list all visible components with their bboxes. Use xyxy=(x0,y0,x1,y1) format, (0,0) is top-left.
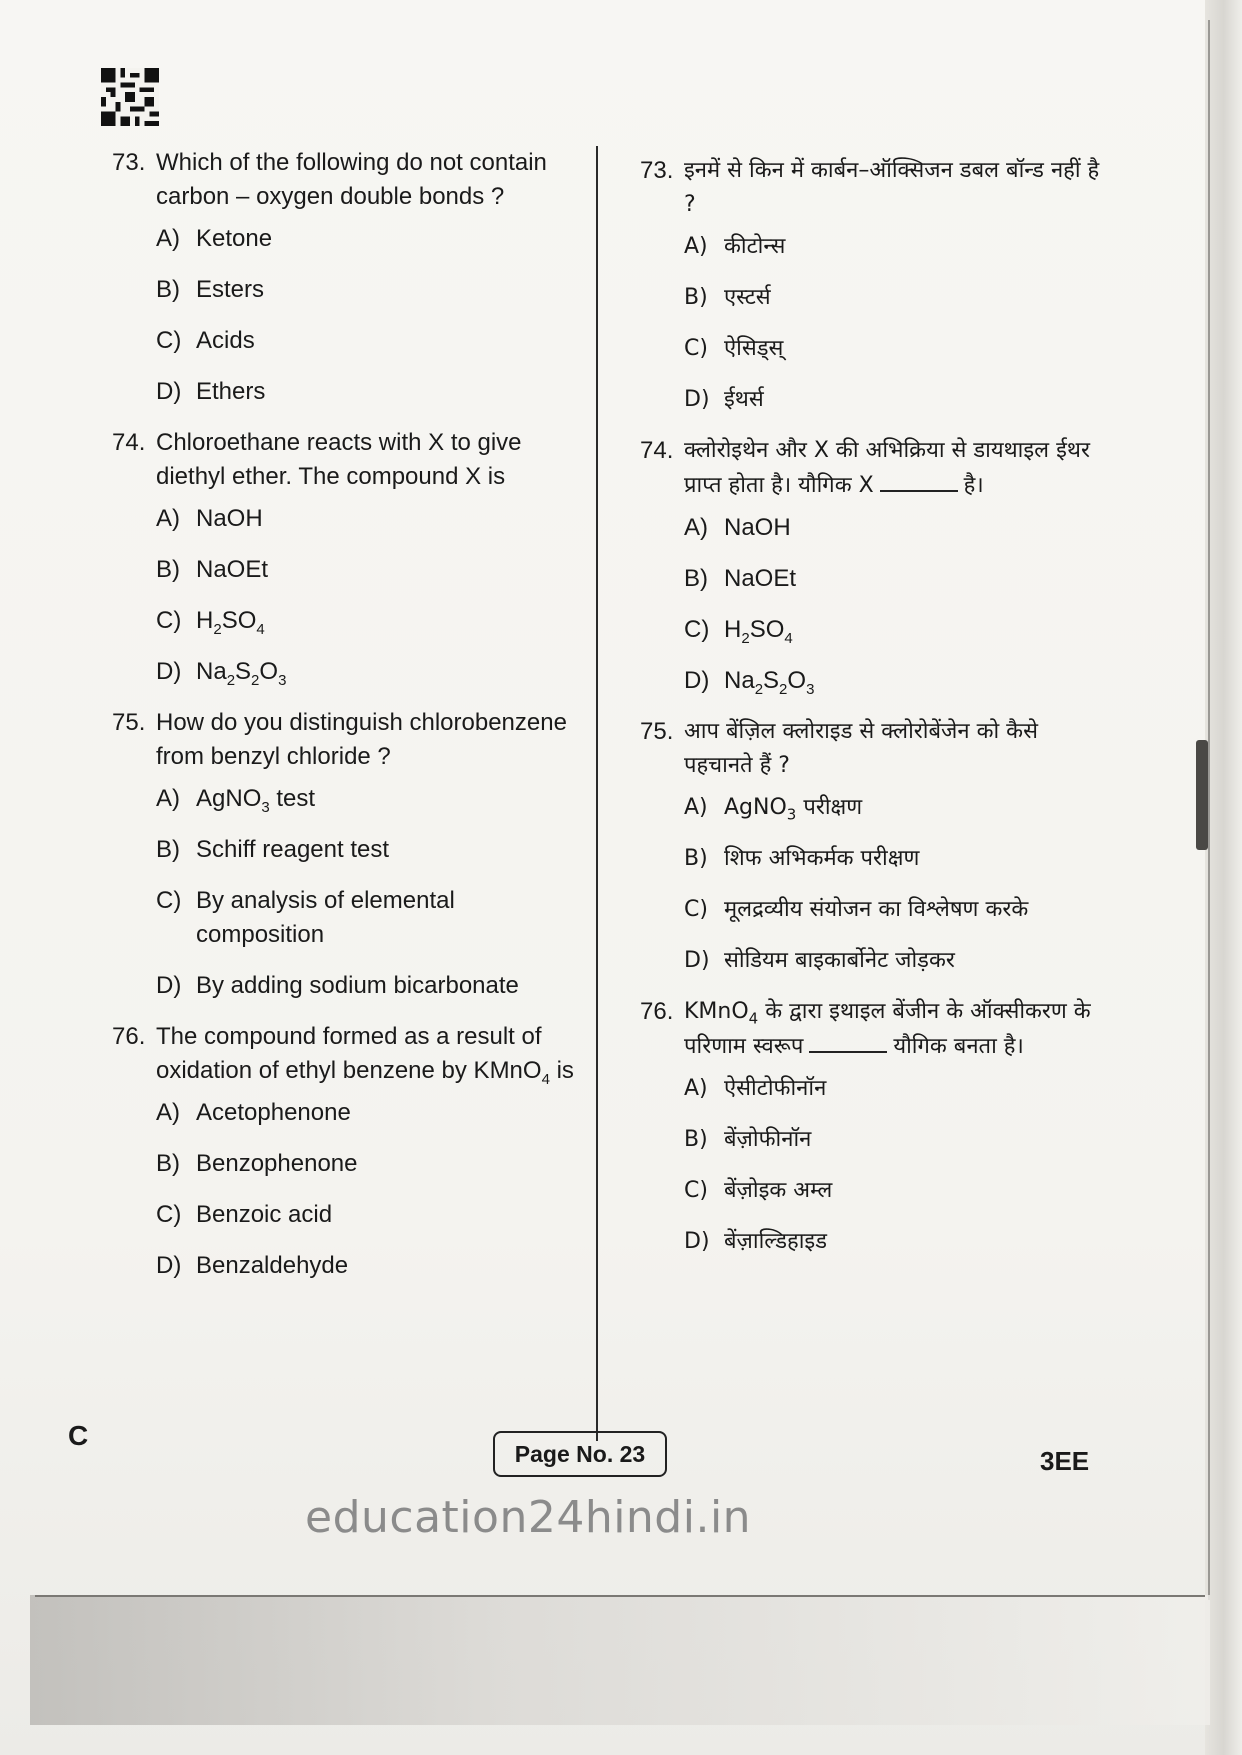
english-column xyxy=(112,146,582,1300)
option-text: ऐसीटोफीनॉन xyxy=(724,1076,827,1101)
option-label: C) xyxy=(684,336,708,361)
option-a[interactable] xyxy=(684,1072,1110,1106)
option-c[interactable] xyxy=(684,893,1110,927)
option-label: B) xyxy=(684,285,708,310)
option-label: D) xyxy=(156,1252,182,1279)
options-list xyxy=(684,791,1110,978)
option-label: C) xyxy=(156,887,182,914)
option-text: मूलद्रव्यीय संयोजन का विश्लेषण करके xyxy=(724,897,1029,922)
page-number: Page No. 23 xyxy=(493,1431,667,1477)
option-a[interactable] xyxy=(156,502,582,536)
option-b[interactable] xyxy=(684,842,1110,876)
option-label: D) xyxy=(156,658,182,685)
option-a[interactable] xyxy=(156,1096,582,1130)
options-list xyxy=(156,222,582,409)
booklet-code: 3EE xyxy=(1040,1446,1090,1476)
option-text: By analysis of elemental composition xyxy=(196,887,455,948)
option-label: B) xyxy=(684,1127,708,1152)
page-edge xyxy=(1205,0,1242,1755)
question-text: आप बेंज़िल क्लोराइड से क्लोरोबेंजेन को कैसे पहचानते हैं ? xyxy=(684,719,1038,778)
option-d[interactable] xyxy=(684,664,1110,698)
scan-edge-line xyxy=(35,1595,1205,1597)
question-text: How do you distinguish chlorobenzene from benzyl chloride ? xyxy=(156,709,567,770)
option-text: सोडियम बाइकार्बोनेट जोड़कर xyxy=(724,948,955,973)
question-text: Which of the following do not contain carbon – oxygen double bonds ? xyxy=(156,149,547,210)
options-list xyxy=(156,502,582,689)
option-text: बेंज़ोफीनॉन xyxy=(724,1127,812,1152)
option-label: A) xyxy=(684,1076,708,1101)
option-label: D) xyxy=(684,667,710,694)
question-text: The compound formed as a result of oxidation of ethyl benzene by KMnO$_4$ is xyxy=(156,1023,574,1088)
question-number: 73. xyxy=(640,157,674,184)
option-text: Ketone xyxy=(196,225,273,252)
option-text: Benzaldehyde xyxy=(196,1252,349,1279)
option-d[interactable] xyxy=(156,1249,582,1283)
option-label: C) xyxy=(684,616,710,643)
option-label: D) xyxy=(156,378,182,405)
options-list xyxy=(156,782,582,1003)
option-c[interactable] xyxy=(684,613,1110,647)
hindi-column xyxy=(640,154,1110,1276)
option-label: A) xyxy=(156,505,180,532)
option-text: NaOH xyxy=(196,505,263,532)
question-number: 73. xyxy=(112,149,146,176)
option-label: C) xyxy=(156,1201,182,1228)
option-text: Ethers xyxy=(196,378,266,405)
column-divider xyxy=(596,146,598,1441)
question-76-hi xyxy=(640,995,1110,1259)
option-label: B) xyxy=(684,846,708,871)
question-number: 75. xyxy=(640,718,674,745)
option-text: By adding sodium bicarbonate xyxy=(196,972,519,999)
qr-code-icon xyxy=(100,68,160,126)
question-text: क्लोरोइथेन और X की अभिक्रिया से डायथाइल ईथर प्राप्त होता है। यौगिक X है। xyxy=(684,438,1090,498)
option-label: A) xyxy=(684,795,708,820)
option-b[interactable] xyxy=(684,562,1110,596)
option-label: B) xyxy=(156,836,180,863)
option-label: A) xyxy=(156,785,180,812)
question-74-hi xyxy=(640,434,1110,698)
option-b[interactable] xyxy=(684,1123,1110,1157)
option-text: Esters xyxy=(196,276,265,303)
option-label: D) xyxy=(684,1229,710,1254)
options-list xyxy=(684,230,1110,417)
question-number: 75. xyxy=(112,709,146,736)
option-label: B) xyxy=(156,276,180,303)
options-list xyxy=(684,1072,1110,1259)
question-number: 76. xyxy=(112,1023,146,1050)
option-text: शिफ अभिकर्मक परीक्षण xyxy=(724,846,920,871)
option-label: B) xyxy=(684,565,708,592)
answer-blank xyxy=(809,1029,887,1053)
watermark: education24hindi.in xyxy=(305,1492,752,1543)
option-d[interactable] xyxy=(156,375,582,409)
option-label: A) xyxy=(156,225,180,252)
option-c[interactable] xyxy=(684,332,1110,366)
option-label: B) xyxy=(156,1150,180,1177)
option-text: $H_2SO_4$ xyxy=(724,616,793,647)
option-text: Acids xyxy=(196,327,255,354)
option-label: A) xyxy=(684,514,708,541)
question-74-en xyxy=(112,426,582,689)
option-text: $H_2SO_4$ xyxy=(196,607,265,638)
question-number: 74. xyxy=(112,429,146,456)
question-75-en xyxy=(112,706,582,1003)
option-b[interactable] xyxy=(156,273,582,307)
option-text: NaOH xyxy=(724,514,791,541)
option-a[interactable] xyxy=(684,791,1110,825)
option-label: D) xyxy=(156,972,182,999)
option-text: Benzophenone xyxy=(196,1150,358,1177)
option-text: ईथर्स xyxy=(724,387,764,412)
option-a[interactable] xyxy=(156,222,582,256)
option-text: बेंज़ाल्डिहाइड xyxy=(724,1229,828,1254)
option-text: $Na_2S_2O_3$ xyxy=(196,658,287,689)
question-76-en xyxy=(112,1020,582,1283)
binding-mark xyxy=(1196,740,1208,850)
option-label: A) xyxy=(684,234,708,259)
option-d[interactable] xyxy=(156,969,582,1003)
page-edge-line xyxy=(1208,20,1210,1600)
option-b[interactable] xyxy=(156,1147,582,1181)
option-text: Benzoic acid xyxy=(196,1201,333,1228)
option-b[interactable] xyxy=(156,553,582,587)
option-label: C) xyxy=(684,1178,708,1203)
option-b[interactable] xyxy=(156,833,582,867)
option-c[interactable] xyxy=(684,1174,1110,1208)
option-d[interactable] xyxy=(684,383,1110,417)
option-c[interactable] xyxy=(156,1198,582,1232)
question-text: इनमें से किन में कार्बन–ऑक्सिजन डबल बॉन्ड नहीं है ? xyxy=(684,158,1100,217)
question-text: Chloroethane reacts with X to give diethyl ether. The compound X is xyxy=(156,429,522,490)
option-text: Acetophenone xyxy=(196,1099,351,1126)
options-list xyxy=(156,1096,582,1283)
option-c[interactable] xyxy=(156,884,582,952)
option-label: C) xyxy=(156,327,182,354)
option-c[interactable] xyxy=(156,604,582,638)
question-number: 76. xyxy=(640,998,674,1025)
option-c[interactable] xyxy=(156,324,582,358)
option-a[interactable] xyxy=(684,230,1110,264)
question-73-hi xyxy=(640,154,1110,417)
option-text: ऐसिड्स् xyxy=(724,336,784,361)
question-75-hi xyxy=(640,715,1110,978)
question-73-en xyxy=(112,146,582,409)
series-code: C xyxy=(68,1420,89,1451)
option-text: Schiff reagent test xyxy=(196,836,390,863)
option-a[interactable] xyxy=(684,511,1110,545)
option-text: AgNO$_3$ test xyxy=(196,785,316,816)
scan-shadow xyxy=(30,1595,1210,1725)
option-text: बेंज़ोइक अम्ल xyxy=(724,1178,833,1203)
option-label: D) xyxy=(684,387,710,412)
answer-blank xyxy=(880,468,958,492)
option-d[interactable] xyxy=(156,655,582,689)
option-label: C) xyxy=(684,897,708,922)
option-d[interactable] xyxy=(684,1225,1110,1259)
option-label: B) xyxy=(156,556,180,583)
option-text: एस्टर्स xyxy=(724,285,771,310)
option-label: D) xyxy=(684,948,710,973)
option-a[interactable] xyxy=(156,782,582,816)
question-number: 74. xyxy=(640,437,674,464)
option-text: NaOEt xyxy=(196,556,269,583)
options-list xyxy=(684,511,1110,698)
option-b[interactable] xyxy=(684,281,1110,315)
option-label: A) xyxy=(156,1099,180,1126)
question-text: KMnO$_4$ के द्वारा इथाइल बेंजीन के ऑक्सीकरण के परिणाम स्वरूप यौगिक बनता है। xyxy=(684,999,1091,1059)
option-text: $Na_2S_2O_3$ xyxy=(724,667,815,698)
option-d[interactable] xyxy=(684,944,1110,978)
option-label: C) xyxy=(156,607,182,634)
option-text: कीटोन्स xyxy=(724,234,786,259)
option-text: AgNO$_3$ परीक्षण xyxy=(724,795,863,824)
option-text: NaOEt xyxy=(724,565,797,592)
